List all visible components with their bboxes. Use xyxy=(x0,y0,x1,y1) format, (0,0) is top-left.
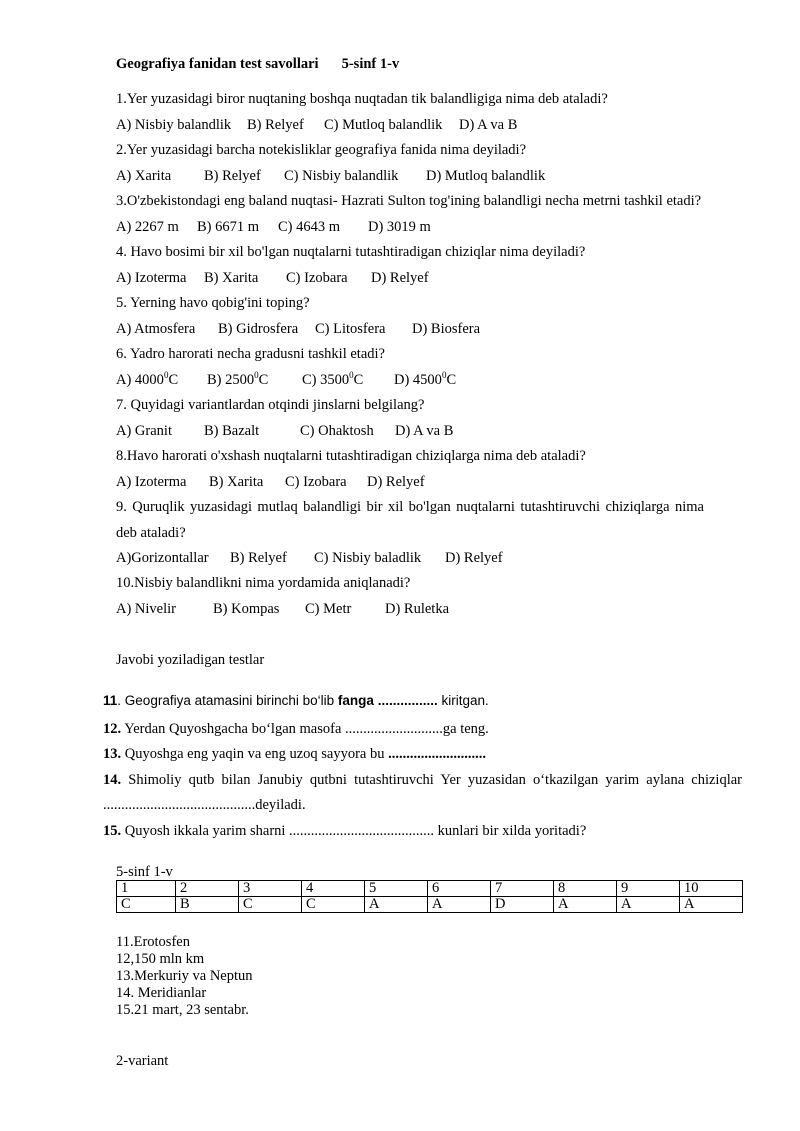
option-1d: D) A va B xyxy=(459,117,518,133)
answer-key-label: 5-sinf 1-v xyxy=(116,864,173,880)
option-6b: B) 2500$^0$C xyxy=(207,370,269,388)
option-3c: C) 4643 m xyxy=(278,219,341,235)
written-question-14: 14. Shimoliy qutb bilan Janubiy qutbni tutashtiruvchi Yer yuzasidan o‘tkazilgan yarim aylana chiziqlar xyxy=(103,772,742,788)
option-5d: D) Biosfera xyxy=(412,321,481,337)
option-2d: D) Mutloq balandlik xyxy=(426,168,546,184)
answer-key-numbers-row xyxy=(117,881,743,897)
written-answer-12: 12,150 mln km xyxy=(116,951,205,967)
question-6: 6. Yadro harorati necha gradusni tashkil etadi? xyxy=(116,346,385,362)
key-answer: D xyxy=(491,897,554,913)
written-question-11: 11. Geografiya atamasini birinchi bo‘lib fanga ................ kiritgan. xyxy=(103,693,489,708)
grade-label: 5-sinf 1-v xyxy=(341,56,400,72)
option-8c: C) Izobara xyxy=(285,474,347,490)
option-9a: A)Gorizontallar xyxy=(116,550,209,566)
key-answer: A xyxy=(617,897,680,913)
option-9c: C) Nisbiy baladlik xyxy=(314,550,422,566)
option-7d: D) A va B xyxy=(395,423,454,439)
option-3a: A) 2267 m xyxy=(116,219,179,235)
next-variant-label: 2-variant xyxy=(116,1053,169,1069)
key-number: 5 xyxy=(365,881,428,897)
option-4b: B) Xarita xyxy=(204,270,259,286)
question-4: 4. Havo bosimi bir xil bo'lgan nuqtalarni tutashtiradigan chiziqlar nima deyiladi? xyxy=(116,244,586,260)
option-7a: A) Granit xyxy=(116,423,172,439)
key-answer: C xyxy=(117,897,176,913)
title-text: Geografiya fanidan test savollari xyxy=(116,56,319,72)
key-number: 7 xyxy=(491,881,554,897)
page-title xyxy=(116,55,399,73)
question-2: 2.Yer yuzasidagi barcha notekisliklar geografiya fanida nima deyiladi? xyxy=(116,142,527,158)
option-10c: C) Metr xyxy=(305,601,352,617)
option-1b: B) Relyef xyxy=(247,117,304,133)
key-number: 10 xyxy=(680,881,743,897)
key-answer: A xyxy=(680,897,743,913)
option-2c: C) Nisbiy balandlik xyxy=(284,168,399,184)
option-6d: D) 4500$^0$C xyxy=(394,370,457,388)
key-number: 3 xyxy=(239,881,302,897)
option-3b: B) 6671 m xyxy=(197,219,260,235)
options-5 xyxy=(116,320,480,338)
key-number: 8 xyxy=(554,881,617,897)
question-7: 7. Quyidagi variantlardan otqindi jinslarni belgilang? xyxy=(116,397,425,413)
option-5c: C) Litosfera xyxy=(315,321,386,337)
options-1 xyxy=(116,116,517,134)
option-1c: C) Mutloq balandlik xyxy=(324,117,443,133)
option-4c: C) Izobara xyxy=(286,270,348,286)
written-answer-11: 11.Erotosfen xyxy=(116,934,190,950)
key-number: 2 xyxy=(176,881,239,897)
key-number: 1 xyxy=(117,881,176,897)
option-8d: D) Relyef xyxy=(367,474,425,490)
answer-key-answers-row xyxy=(117,897,743,913)
options-8 xyxy=(116,473,425,491)
key-number: 9 xyxy=(617,881,680,897)
key-answer: A xyxy=(365,897,428,913)
option-4d: D) Relyef xyxy=(371,270,429,286)
option-5b: B) Gidrosfera xyxy=(218,321,299,337)
question-9: 9. Quruqlik yuzasidagi mutlaq balandligi bir xil bo'lgan nuqtalarni tutashtiruvchi chiziqlarga nima xyxy=(116,499,704,515)
options-2 xyxy=(116,167,545,185)
key-answer: B xyxy=(176,897,239,913)
options-10 xyxy=(116,600,449,618)
option-7c: C) Ohaktosh xyxy=(300,423,374,439)
question-1: 1.Yer yuzasidagi biror nuqtaning boshqa nuqtadan tik balandligiga nima deb ataladi? xyxy=(116,91,608,107)
written-answer-14: 14. Meridianlar xyxy=(116,985,207,1001)
option-8b: B) Xarita xyxy=(209,474,264,490)
written-question-13: 13. Quyoshga eng yaqin va eng uzoq sayyora bu ........................... xyxy=(103,746,486,762)
option-6a: A) 4000$^0$C xyxy=(116,370,179,388)
option-8a: A) Izoterma xyxy=(116,474,187,490)
key-number: 4 xyxy=(302,881,365,897)
key-number: 6 xyxy=(428,881,491,897)
section-heading: Javobi yoziladigan testlar xyxy=(116,652,265,668)
option-10d: D) Ruletka xyxy=(385,601,450,617)
options-4 xyxy=(116,269,429,287)
question-5: 5. Yerning havo qobig'ini toping? xyxy=(116,295,310,311)
option-4a: A) Izoterma xyxy=(116,270,187,286)
option-9b: B) Relyef xyxy=(230,550,287,566)
option-6c: C) 3500$^0$C xyxy=(302,370,364,388)
option-7b: B) Bazalt xyxy=(204,423,260,439)
key-answer: C xyxy=(239,897,302,913)
options-6 xyxy=(116,371,456,389)
question-10: 10.Nisbiy balandlikni nima yordamida aniqlanadi? xyxy=(116,575,411,591)
written-answer-15: 15.21 mart, 23 sentabr. xyxy=(116,1002,249,1018)
option-9d: D) Relyef xyxy=(445,550,503,566)
options-3 xyxy=(116,218,431,236)
written-question-15: 15. Quyosh ikkala yarim sharni ........................................ kunlari bir xilda yoritadi? xyxy=(103,823,587,839)
option-10b: B) Kompas xyxy=(213,601,280,617)
question-8: 8.Havo harorati o'xshash nuqtalarni tutashtiradigan chiziqlarga nima deb ataladi? xyxy=(116,448,586,464)
option-1a: A) Nisbiy balandlik xyxy=(116,117,232,133)
question-9-cont: deb ataladi? xyxy=(116,525,186,541)
option-10a: A) Nivelir xyxy=(116,601,176,617)
option-2b: B) Relyef xyxy=(204,168,261,184)
option-5a: A) Atmosfera xyxy=(116,321,196,337)
written-question-14-cont: ..........................................deyiladi. xyxy=(103,797,306,813)
option-2a: A) Xarita xyxy=(116,168,172,184)
option-3d: D) 3019 m xyxy=(368,219,431,235)
options-7 xyxy=(116,422,453,440)
question-3: 3.O'zbekistondagi eng baland nuqtasi- Hazrati Sulton tog'ining balandligi necha metrni tashkil etadi? xyxy=(116,193,702,209)
key-answer: C xyxy=(302,897,365,913)
written-question-12: 12. Yerdan Quyoshgacha bo‘lgan masofa ...........................ga teng. xyxy=(103,721,489,737)
key-answer: A xyxy=(554,897,617,913)
options-9 xyxy=(116,549,503,567)
written-answer-13: 13.Merkuriy va Neptun xyxy=(116,968,253,984)
key-answer: A xyxy=(428,897,491,913)
answer-key-table xyxy=(116,880,743,913)
